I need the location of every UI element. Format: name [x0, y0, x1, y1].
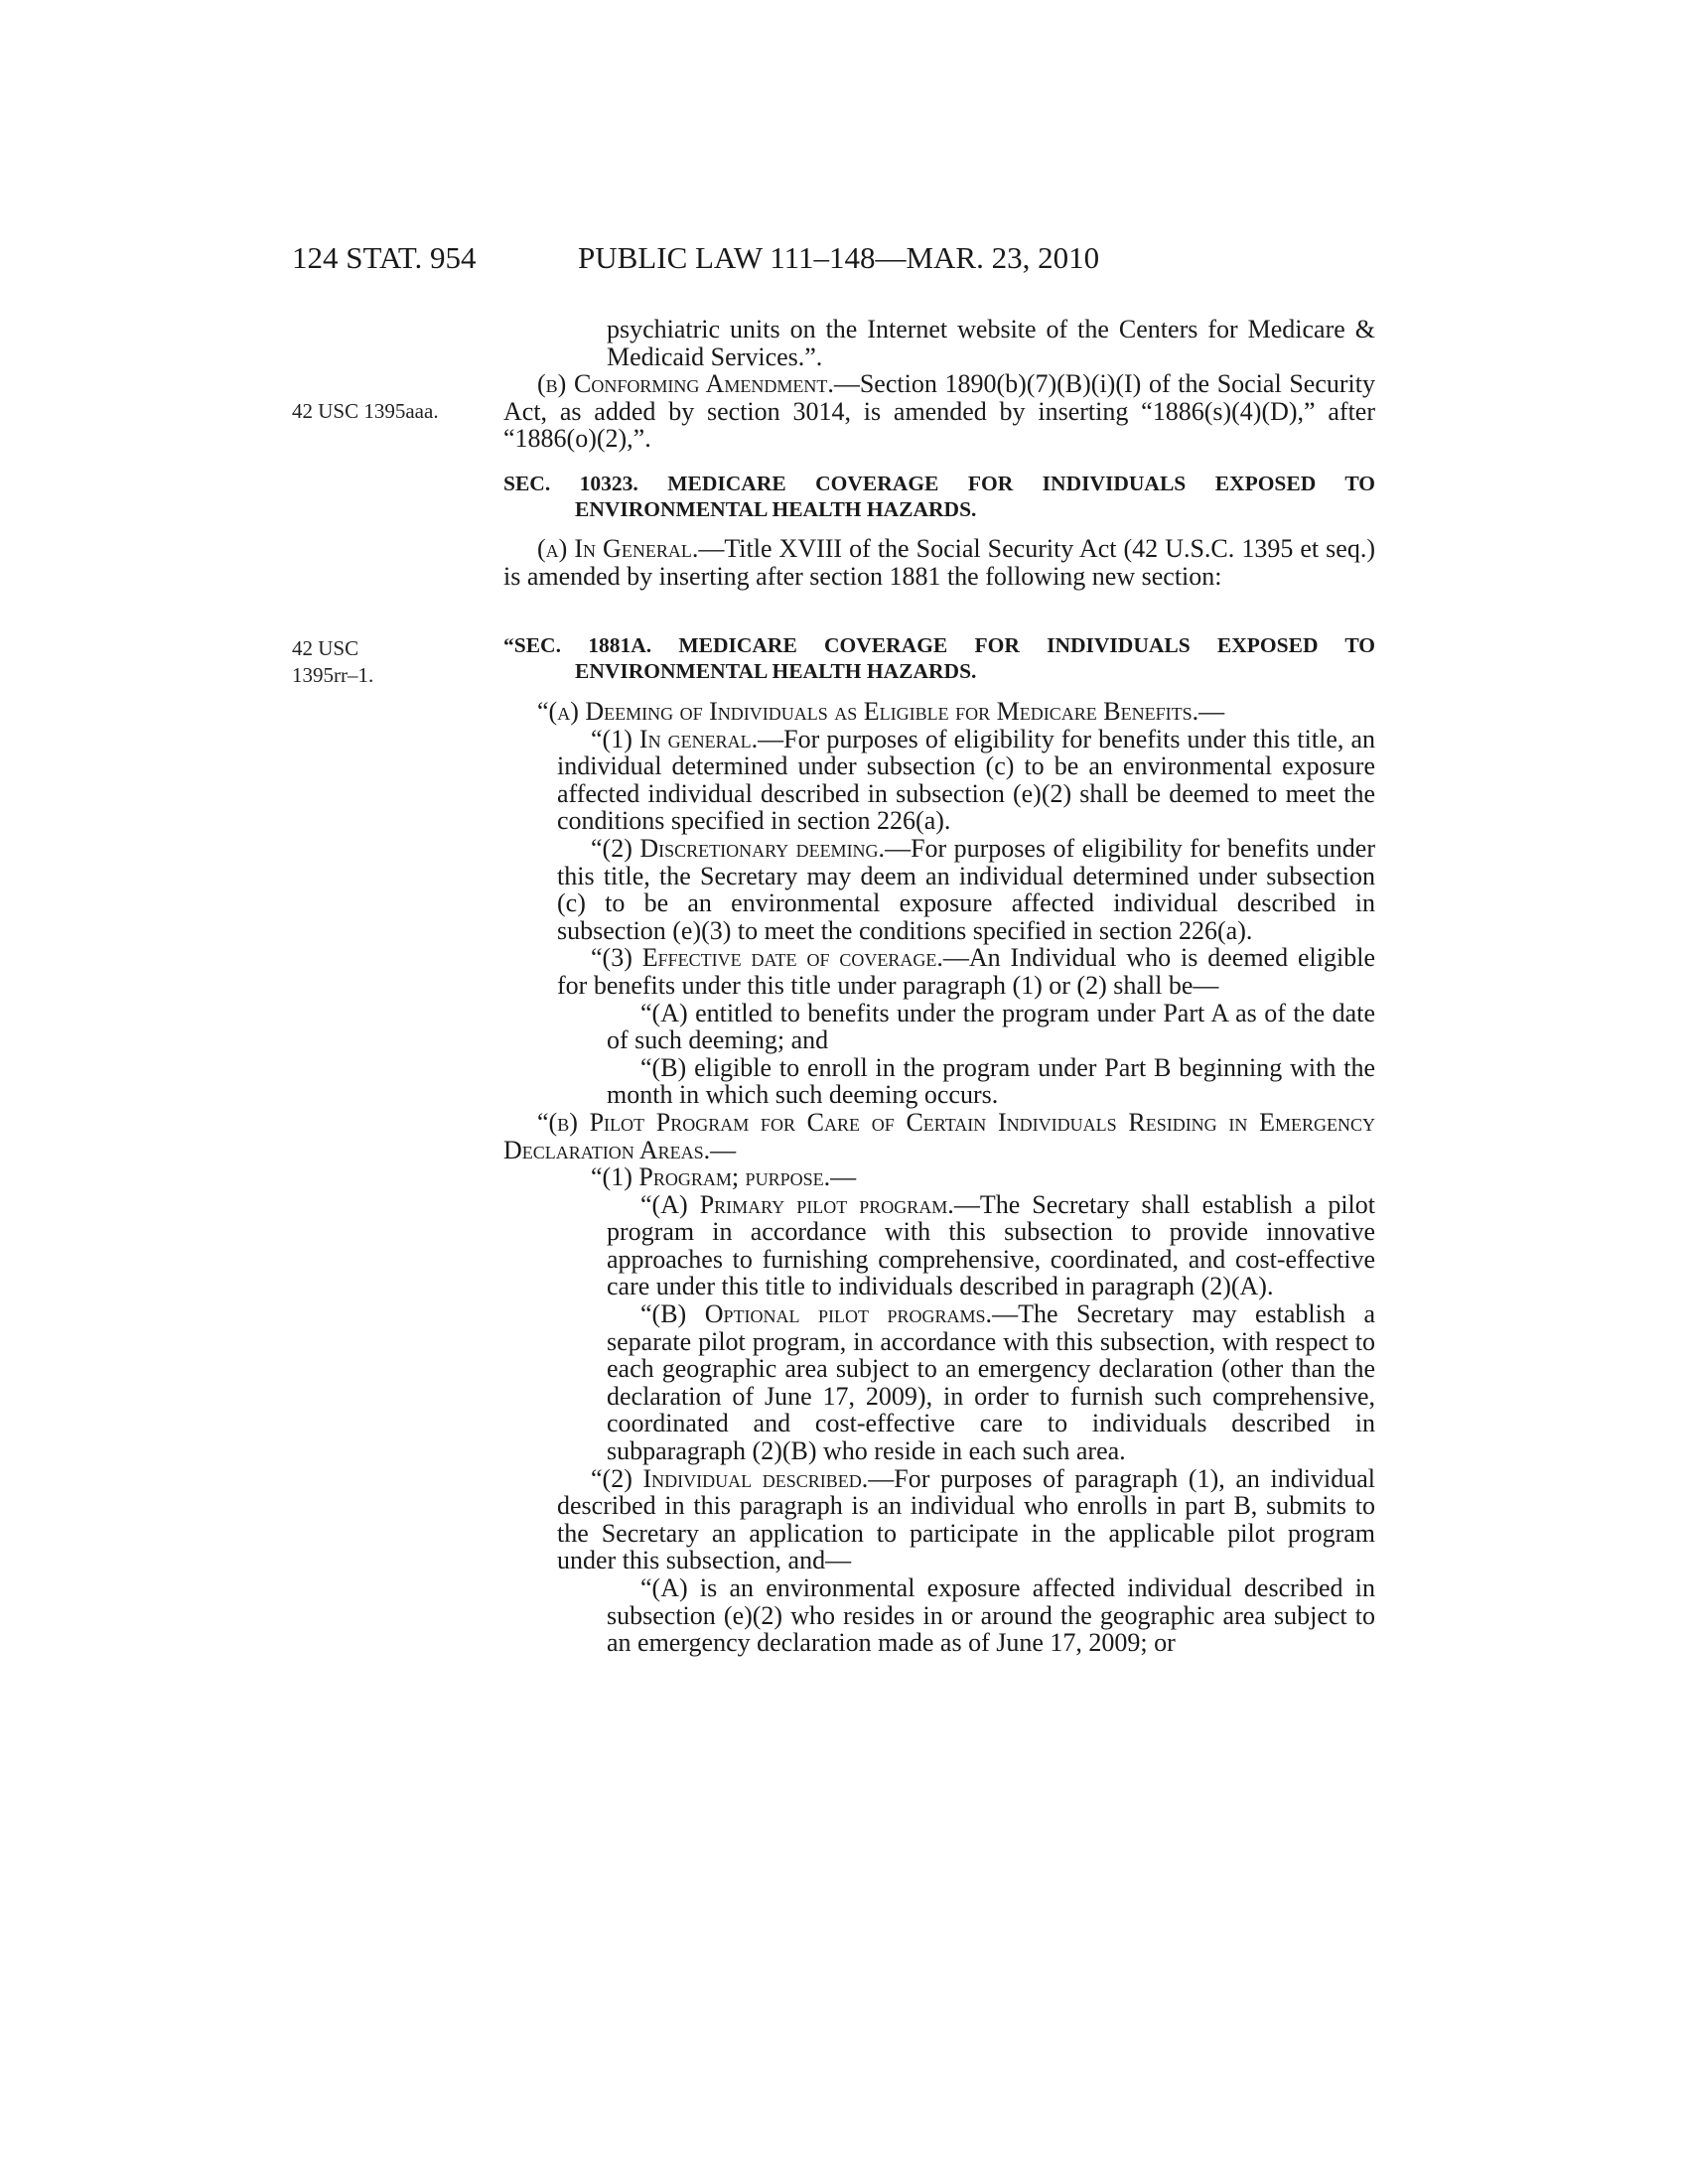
- paragraph-heading: “(1) Program; purpose.: [591, 1162, 831, 1192]
- body-column-top: [503, 316, 1375, 453]
- paragraph-heading: “(a) Deeming of Individuals as Eligible for Medicare Benefits.: [537, 697, 1199, 726]
- page-title: PUBLIC LAW 111–148—MAR. 23, 2010: [578, 240, 1100, 275]
- subsection-a-in-general: [503, 535, 1375, 590]
- paragraph-heading: “(2) Individual described.: [591, 1463, 869, 1493]
- margin-note-line: 42 USC: [292, 636, 359, 660]
- paragraph-b-2: [503, 1465, 1375, 1574]
- paragraph-text: —: [710, 1135, 737, 1164]
- section-heading: “SEC. 1881A. MEDICARE COVERAGE FOR INDIVIDUALS EXPOSED TO ENVIRONMENTAL HEALTH HAZARDS.: [503, 633, 1375, 683]
- subparagraph-b-1-B: [503, 1300, 1375, 1465]
- continued-paragraph: psychiatric units on the Internet website of the Centers for Medicare & Medicaid Services.”.: [607, 315, 1375, 371]
- paragraph-text: —For purposes of paragraph (1), an individual described in this paragraph is an individual who enrolls in part B, submits to the Secretary an application to participate in the applicable pilot program under this subsection, and—: [557, 1463, 1375, 1575]
- subsection-a-deeming: [503, 698, 1375, 726]
- paragraph-text: —For purposes of eligibility for benefits under this title, an individual determined under subsection (c) to be an environmental exposure affected individual described in subsection (e)(2) shall be deemed to meet the conditions specified in section 226(a).: [557, 724, 1375, 836]
- section-1881a: [503, 632, 1375, 1657]
- margin-note-usc-1395rr-1: [292, 635, 373, 689]
- paragraph-heading: “(A) Primary pilot program.: [640, 1189, 954, 1219]
- paragraph-text: —: [830, 1162, 857, 1192]
- paragraph-heading: “(b) Pilot Program for Care of Certain Individuals Residing in Emergency Declaration Areas.: [503, 1107, 1375, 1164]
- paragraph-text: —The Secretary shall establish a pilot program in accordance with this subsection to provide innovative approaches to furnishing comprehensive, coordinated, and cost-effective care under this title to individuals described in paragraph (2)(A).: [607, 1189, 1375, 1301]
- margin-note-line: 1395rr–1.: [292, 663, 374, 687]
- paragraph-text: —An Individual who is deemed eligible for benefits under this title under paragraph (1) or (2) shall be—: [557, 943, 1375, 1000]
- paragraph-heading: “(1) In general.: [591, 724, 759, 753]
- paragraph-heading: “(3) Effective date of coverage.: [591, 943, 943, 973]
- subparagraph-a-3-B: “(B) eligible to enroll in the program under Part B beginning with the month in which such deeming occurs.: [607, 1052, 1375, 1110]
- paragraph-heading: “(2) Discretionary deeming.: [591, 833, 886, 863]
- paragraph-a-1: [503, 726, 1375, 835]
- paragraph-text: —Title XVIII of the Social Security Act (42 U.S.C. 1395 et seq.) is amended by inserting after section 1881 the following new section:: [503, 534, 1375, 591]
- paragraph-heading: (b) Conforming Amendment.: [537, 369, 834, 399]
- stat-page-reference: 124 STAT. 954: [292, 240, 477, 275]
- subsection-b-pilot-program: [503, 1109, 1375, 1163]
- section-10323: [503, 471, 1375, 590]
- subparagraph-b-2-A: “(A) is an environmental exposure affected individual described in subsection (e)(2) who resides in or around the geographic area subject to an emergency declaration made as of June 17, 2009; or: [607, 1573, 1375, 1658]
- margin-note-usc-1395aaa: 42 USC 1395aaa.: [292, 399, 439, 423]
- paragraph-a-2: [503, 835, 1375, 944]
- conforming-amendment-paragraph: [503, 370, 1375, 453]
- paragraph-text: —The Secretary may establish a separate pilot program, in accordance with this subsection, with respect to each geographic area subject to an emergency declaration (other than the declaration of June 17, 2009), in order to furnish such comprehensive, coordinated and cost-effective care to individuals described in subparagraph (2)(B) who reside in each such area.: [607, 1299, 1376, 1466]
- paragraph-text: —For purposes of eligibility for benefits under this title, the Secretary may deem an individual determined under subsection (c) to be an environmental exposure affected individual described in subsection (e)(3) to meet the conditions specified in section 226(a).: [557, 833, 1375, 945]
- paragraph-heading: (a) In General.: [537, 534, 699, 563]
- subparagraph-a-3-A: “(A) entitled to benefits under the program under Part A as of the date of such deeming; and: [607, 998, 1375, 1055]
- paragraph-text: —: [1198, 697, 1225, 726]
- paragraph-text: —Section 1890(b)(7)(B)(i)(I) of the Social Security Act, as added by section 3014, is amended by inserting “1886(s)(4)(D),” after “1886(o)(2),”.: [503, 369, 1375, 454]
- paragraph-heading: “(B) Optional pilot programs.: [640, 1299, 993, 1329]
- subparagraph-b-1-A: [503, 1191, 1375, 1300]
- section-heading: SEC. 10323. MEDICARE COVERAGE FOR INDIVIDUALS EXPOSED TO ENVIRONMENTAL HEALTH HAZARDS.: [503, 472, 1375, 521]
- paragraph-b-1: [503, 1163, 1375, 1191]
- paragraph-a-3: [503, 944, 1375, 999]
